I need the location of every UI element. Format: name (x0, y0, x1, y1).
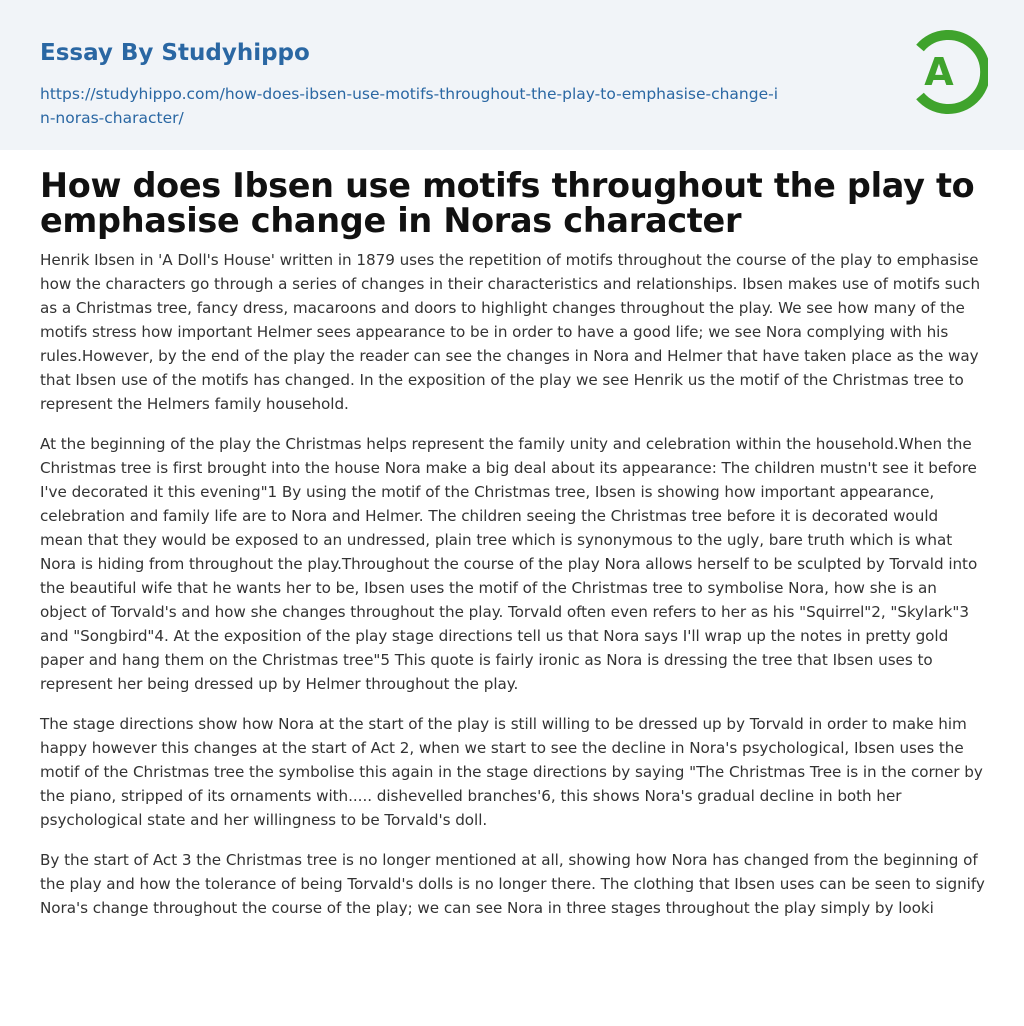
logo-letter: A (924, 50, 954, 94)
essay-paragraph: At the beginning of the play the Christmas helps represent the family unity and celebration within the household.When the Christmas tree is first brought into the house Nora make a big deal about its appearance: The children mustn't see it before I've decorated it this evening"1 By using the motif of the Christmas tree, Ibsen is showing how important appearance, celebration and family life are to Nora and Helmer. The children seeing the Christmas tree before it is decorated would mean that they would be exposed to an undressed, plain tree which is synonymous to the ugly, bare truth which is what Nora is hiding from throughout the play.Throughout the course of the play Nora allows herself to be sculpted by Torvald into the beautiful wife that he wants her to be, Ibsen uses the motif of the Christmas tree to symbolise Nora, how she is an object of Torvald's and how she changes throughout the play. Torvald often even refers to her as his "Squirrel"2, "Skylark"3 and "Songbird"4. At the exposition of the play stage directions tell us that Nora says I'll wrap up the notes in pretty gold paper and hang them on the Christmas tree"5 This quote is fairly ironic as Nora is dressing the tree that Ibsen uses to represent her being dressed up by Helmer throughout the play. (40, 435, 978, 693)
essay-content (40, 168, 985, 936)
essay-paragraph: Henrik Ibsen in 'A Doll's House' written in 1879 uses the repetition of motifs throughout the course of the play to emphasise how the characters go through a series of changes in their characteristics and relationships. Ibsen makes use of motifs such as a Christmas tree, fancy dress, macaroons and doors to highlight changes throughout the play. We see how many of the motifs stress how important Helmer sees appearance to be in order to have a good life; we see Nora complying with his rules.However, by the end of the play the reader can see the changes in Nora and Helmer that have taken place as the way that Ibsen use of the motifs has changed. In the exposition of the play we see Henrik us the motif of the Christmas tree to represent the Helmers family household. (40, 251, 981, 413)
essay-paragraph: By the start of Act 3 the Christmas tree is no longer mentioned at all, showing how Nora has changed from the beginning of the play and how the tolerance of being Torvald's dolls is no longer there. The clothing that Ibsen uses can be seen to signify Nora's change throughout the course of the play; we can see Nora in three stages throughout the play simply by looki (40, 851, 985, 917)
site-header (0, 0, 1024, 150)
essay-paragraph: The stage directions show how Nora at the start of the play is still willing to be dressed up by Torvald in order to make him happy however this changes at the start of Act 2, when we start to see the decline in Nora's psychological, Ibsen uses the motif of the Christmas tree the symbolise this again in the stage directions by saying "The Christmas Tree is in the corner by the piano, stripped of its ornaments with..... dishevelled branches'6, this shows Nora's gradual decline in both her psychological state and her willingness to be Torvald's doll. (40, 715, 983, 829)
source-url-link[interactable]: https://studyhippo.com/how-does-ibsen-use-motifs-throughout-the-play-to-emphasise-change-in-noras-character/ (40, 85, 779, 127)
studyhippo-logo-icon[interactable] (908, 28, 988, 116)
essay-title: How does Ibsen use motifs throughout the play to emphasise change in Noras character (40, 166, 975, 240)
site-brand[interactable]: Essay By Studyhippo (40, 40, 310, 66)
